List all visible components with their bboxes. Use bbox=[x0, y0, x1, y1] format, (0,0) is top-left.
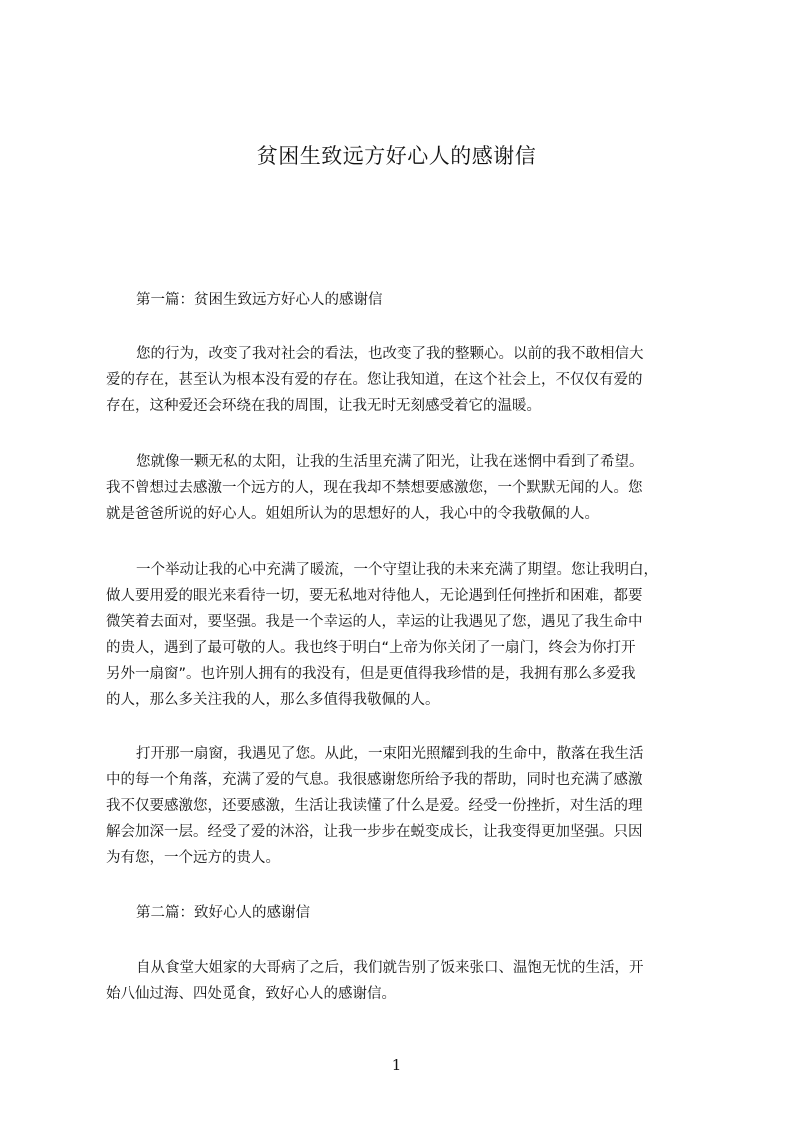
document-title: 贫困生致远方好心人的感谢信 bbox=[256, 144, 537, 168]
text-line: 您就像一颗无私的太阳，让我的生活里充满了阳光，让我在迷惘中看到了希望。 bbox=[136, 454, 644, 470]
paragraph bbox=[106, 341, 700, 419]
paragraph bbox=[106, 955, 700, 1007]
text-line: 存在，这种爱还会环绕在我的周围，让我无时无刻感受着它的温暖。 bbox=[106, 398, 541, 414]
paragraph bbox=[106, 449, 700, 527]
section-heading-1: 第一篇：贫困生致远方好心人的感谢信 bbox=[136, 292, 383, 308]
text-line: 爱的存在，甚至认为根本没有爱的存在。您让我知道，在这个社会上，不仅仅有爱的 bbox=[106, 372, 643, 388]
text-line: 我不曾想过去感激一个远方的人，现在我却不禁想要感激您，一个默默无闻的人。您 bbox=[106, 480, 643, 496]
text-line: 的贵人，遇到了最可敬的人。我也终于明白“上帝为你关闭了一扇门，终会为你打开 bbox=[106, 640, 636, 656]
text-line: 自从食堂大姐家的大哥病了之后，我们就告别了饭来张口、温饱无忧的生活，开 bbox=[136, 960, 644, 976]
text-line: 为有您，一个远方的贵人。 bbox=[106, 850, 280, 866]
section-heading-2: 第二篇：致好心人的感谢信 bbox=[136, 905, 310, 921]
page-number: 1 bbox=[391, 1056, 402, 1074]
text-line: 我不仅要感激您，还要感激，生活让我读懂了什么是爱。经受一份挫折，对生活的理 bbox=[106, 798, 643, 814]
text-line: 中的每一个角落，充满了爱的气息。我很感谢您所给予我的帮助，同时也充满了感激 bbox=[106, 772, 643, 788]
text-line: 微笑着去面对，要坚强。我是一个幸运的人，幸运的让我遇见了您，遇见了我生命中 bbox=[106, 614, 643, 630]
text-line: 做人要用爱的眼光来看待一切，要无私地对待他人，无论遇到任何挫折和困难，都要 bbox=[106, 588, 643, 604]
text-line: 解会加深一层。经受了爱的沐浴，让我一步步在蜕变成长，让我变得更加坚强。只因 bbox=[106, 824, 643, 840]
text-line: 一个举动让我的心中充满了暖流，一个守望让我的未来充满了期望。您让我明白， bbox=[136, 562, 658, 578]
text-line: 您的行为，改变了我对社会的看法，也改变了我的整颗心。以前的我不敢相信大 bbox=[136, 346, 644, 362]
paragraph bbox=[106, 557, 700, 713]
paragraph bbox=[106, 741, 700, 871]
text-line: 的人，那么多关注我的人，那么多值得我敬佩的人。 bbox=[106, 692, 440, 708]
text-line: 始八仙过海、四处觅食，致好心人的感谢信。 bbox=[106, 986, 396, 1002]
text-line: 就是爸爸所说的好心人。姐姐所认为的思想好的人，我心中的令我敬佩的人。 bbox=[106, 506, 599, 522]
text-line: 打开那一扇窗，我遇见了您。从此，一束阳光照耀到我的生命中，散落在我生活 bbox=[136, 746, 644, 762]
text-line: 另外一扇窗”。也许别人拥有的我没有，但是更值得我珍惜的是，我拥有那么多爱我 bbox=[106, 666, 636, 682]
